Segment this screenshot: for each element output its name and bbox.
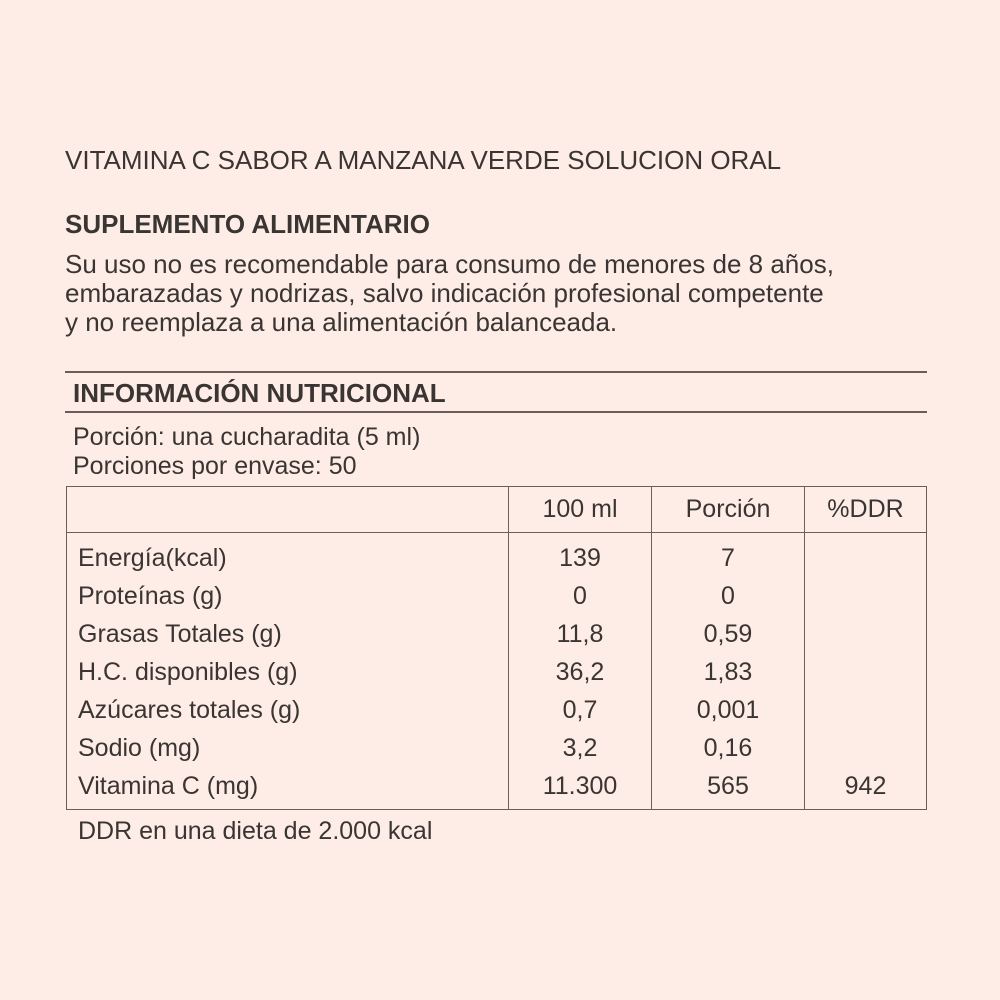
nutrient-value: 565 xyxy=(652,767,805,810)
nutrient-value: 11.300 xyxy=(509,767,652,810)
table-row xyxy=(67,577,927,615)
nutrient-name: Sodio (mg) xyxy=(78,733,201,762)
nutrient-name: Vitamina C (mg) xyxy=(78,771,259,800)
warning-line: embarazadas y nodrizas, salvo indicación profesional competente xyxy=(65,278,824,308)
nutrient-value xyxy=(805,533,927,578)
supplement-heading: SUPLEMENTO ALIMENTARIO xyxy=(65,209,430,239)
table-row xyxy=(67,533,927,578)
nutrient-value: 942 xyxy=(805,767,927,810)
divider xyxy=(65,411,927,413)
nutrient-value: 0,001 xyxy=(652,691,805,729)
nutrient-name: Azúcares totales (g) xyxy=(78,695,301,724)
table-row xyxy=(67,767,927,810)
column-header: 100 ml xyxy=(509,487,652,533)
column-header xyxy=(67,487,509,533)
table-header-row xyxy=(67,487,927,533)
nutrition-heading: INFORMACIÓN NUTRICIONAL xyxy=(73,378,446,408)
nutrient-value xyxy=(805,729,927,767)
nutrient-name: H.C. disponibles (g) xyxy=(78,657,298,686)
footnote: DDR en una dieta de 2.000 kcal xyxy=(78,817,433,845)
nutrient-value xyxy=(805,577,927,615)
product-title: VITAMINA C SABOR A MANZANA VERDE SOLUCION ORAL xyxy=(65,145,782,175)
nutrient-value: 0,16 xyxy=(652,729,805,767)
servings-per-container: Porciones por envase: 50 xyxy=(73,452,357,480)
table-row xyxy=(67,653,927,691)
table-row xyxy=(67,615,927,653)
nutrient-name: Energía(kcal) xyxy=(78,543,227,572)
nutrient-value: 0,59 xyxy=(652,615,805,653)
column-header: %DDR xyxy=(805,487,927,533)
nutrient-value: 1,83 xyxy=(652,653,805,691)
warning-line: Su uso no es recomendable para consumo de menores de 8 años, xyxy=(65,249,834,279)
portion-size: Porción: una cucharadita (5 ml) xyxy=(73,423,421,451)
nutrient-value xyxy=(805,615,927,653)
divider xyxy=(65,371,927,373)
nutrient-value: 7 xyxy=(652,533,805,578)
nutrition-table xyxy=(66,486,927,810)
nutrient-value xyxy=(805,691,927,729)
nutrient-value: 0 xyxy=(509,577,652,615)
column-header: Porción xyxy=(652,487,805,533)
nutrient-value: 0 xyxy=(652,577,805,615)
supplement-warning xyxy=(65,250,834,337)
nutrient-name: Proteínas (g) xyxy=(78,581,223,610)
nutrient-value xyxy=(805,653,927,691)
nutrient-value: 139 xyxy=(509,533,652,578)
nutrient-value: 36,2 xyxy=(509,653,652,691)
table-row xyxy=(67,729,927,767)
nutrient-name: Grasas Totales (g) xyxy=(78,619,282,648)
nutrient-value: 11,8 xyxy=(509,615,652,653)
portion-info xyxy=(73,423,420,481)
warning-line: y no reemplaza a una alimentación balanceada. xyxy=(65,307,618,337)
nutrient-value: 0,7 xyxy=(509,691,652,729)
nutrient-value: 3,2 xyxy=(509,729,652,767)
table-row xyxy=(67,691,927,729)
